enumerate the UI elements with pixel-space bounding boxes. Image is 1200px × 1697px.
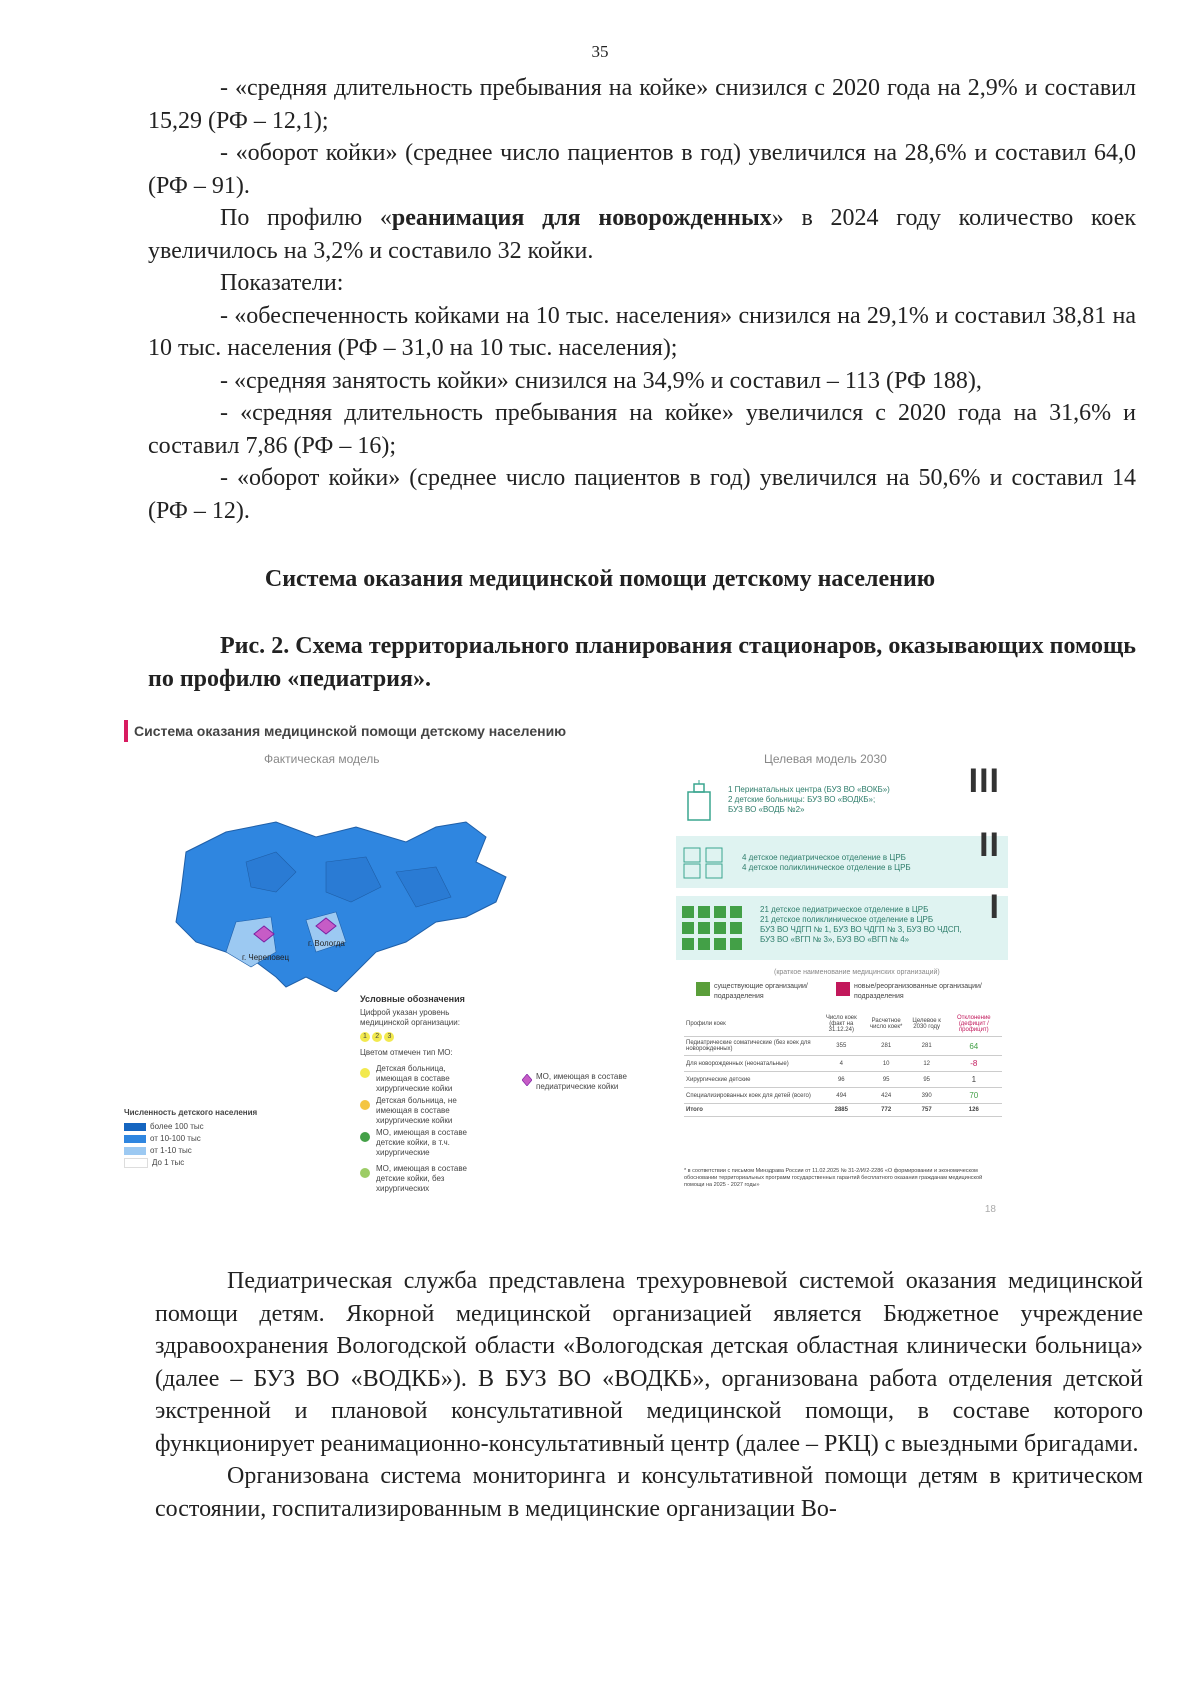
- table-row: Хирургические детские 96 95 95 1: [684, 1072, 1002, 1088]
- type-dot: [360, 1100, 370, 1110]
- legend-type: МО, имеющая в составе детские койки, в т.ч. хирургические: [360, 1128, 470, 1158]
- hospital-icon: [682, 780, 716, 822]
- type-dot: [360, 1132, 370, 1142]
- level-badge: 3: [384, 1032, 394, 1042]
- legend-type-note: Цветом отмечен тип МО:: [360, 1048, 453, 1057]
- level-roman: III: [968, 762, 1000, 800]
- level-roman: II: [979, 826, 1000, 864]
- tier-2: 4 детское педиатрическое отделение в ЦРБ 4 детское поликлиническое отделение в ЦРБ II: [676, 836, 1008, 888]
- level-badge: 2: [372, 1032, 382, 1042]
- top-text: [148, 72, 1136, 527]
- diamond-icon: [522, 1074, 532, 1086]
- color-swatch: [124, 1123, 146, 1131]
- legend-level-numbers: [360, 1032, 394, 1042]
- table-row: Специализированных коек для детей (всего) 494 424 390 70: [684, 1088, 1002, 1104]
- paragraph: Педиатрическая служба представлена трехуровневой системой оказания медицинской помощи детям. Якорной медицинской организацией является Бюджетное учреждение здравоохранения Вологодской области «Вологодская детская областная клинически больница» (далее – БУЗ ВО «ВОДКБ»). В БУЗ ВО «ВОДКБ», организована работа отделения детской экстренной и плановой консультативной медицинской помощи, в составе которого функционирует реанимационно-консультативный центр (далее – РКЦ) с выездными бригадами.: [155, 1268, 1143, 1457]
- table-footnote: * в соответствии с письмом Минздрава России от 11.02.2025 № 31-2/И/2-2286 «О формировании и экономическом обосновании территориальных программ государственных гарантий бесплатного оказания гражданам медицинской помощи на 2025 - 2027 годы»: [684, 1168, 983, 1188]
- color-swatch: [696, 982, 710, 996]
- building-icon: [682, 844, 728, 880]
- status-legend-item: существующие организации/подразделения: [696, 982, 826, 1002]
- population-legend-item: более 100 тыс: [124, 1122, 204, 1132]
- short-names-note: (краткое наименование медицинских организаций): [774, 969, 940, 976]
- legend-type: Детская больница, не имеющая в составе хирургические койки: [360, 1096, 470, 1126]
- table-row: Итого 2885 772 757 126: [684, 1104, 1002, 1117]
- bottom-text: [155, 1265, 1143, 1525]
- level-badge: 1: [360, 1032, 370, 1042]
- paragraph: - «оборот койки» (среднее число пациентов в год) увеличился на 50,6% и составил 14 (РФ – 12).: [148, 465, 1136, 524]
- paragraph: - «обеспеченность койками на 10 тыс. населения» снизился на 29,1% и составил 38,81 на 10 тыс. населения (РФ – 31,0 на 10 тыс. населения);: [148, 302, 1136, 361]
- color-swatch: [836, 982, 850, 996]
- table-row: Педиатрические соматические (без коек для новорожденных) 355 281 281 64: [684, 1037, 1002, 1056]
- section-heading: Система оказания медицинской помощи детскому населению: [264, 566, 936, 592]
- paragraph: Показатели:: [220, 270, 344, 296]
- table-header: Профили коек Число коек (факт на 31.12.24) Расчетное число коек* Целевое к 2030 году Отклонение (дефицит / профицит): [684, 1012, 1002, 1037]
- legend-type: МО, имеющая в составе детские койки, без хирургических: [360, 1164, 470, 1194]
- left-subtitle: Фактическая модель: [264, 752, 380, 766]
- type-dot: [360, 1068, 370, 1078]
- right-subtitle: Целевая модель 2030: [764, 752, 887, 766]
- city-label: г. Вологда: [308, 939, 345, 948]
- legend-level-note: Цифрой указан уровень медицинской организации:: [360, 1008, 460, 1027]
- paragraph: - «средняя длительность пребывания на койке» увеличился с 2020 года на 31,6% и составил 7,86 (РФ – 16);: [148, 400, 1136, 459]
- legend-type: Детская больница, имеющая в составе хирургические койки: [360, 1064, 470, 1094]
- legend-title: Условные обозначения: [360, 994, 465, 1004]
- paragraph: - «средняя длительность пребывания на койке» снизился с 2020 года на 2,9% и составил 15,29 (РФ – 12,1);: [148, 75, 1136, 134]
- population-legend-item: До 1 тыс: [124, 1158, 184, 1168]
- color-swatch: [124, 1147, 146, 1155]
- color-swatch: [124, 1158, 148, 1168]
- paragraph: - «оборот койки» (среднее число пациентов в год) увеличился на 28,6% и составил 64,0 (РФ – 91).: [148, 140, 1136, 199]
- tier-3: 1 Перинатальных центра (БУЗ ВО «ВОКБ») 2 детские больницы: БУЗ ВО «ВОДКБ»; БУЗ ВО «ВОДБ №2» III: [676, 774, 1008, 828]
- figure: [124, 712, 1004, 1222]
- color-swatch: [124, 1135, 146, 1143]
- type-dot: [360, 1168, 370, 1178]
- page-number: 35: [591, 42, 609, 61]
- city-label: г. Череповец: [242, 953, 290, 962]
- clinic-grid-icon: [682, 906, 744, 950]
- paragraph: Организована система мониторинга и консультативной помощи детям в критическом состоянии, госпитализированным в медицинские организации Во-: [155, 1463, 1143, 1522]
- table-row: Для новорожденных (неонатальные) 4 10 12 -8: [684, 1056, 1002, 1072]
- level-roman: I: [989, 888, 1000, 926]
- tier-1: 21 детское педиатрическое отделение в ЦРБ 21 детское поликлиническое отделение в ЦРБ БУЗ ВО ЧДГП № 1, БУЗ ВО ЧДГП № 3, БУЗ ВО ЧДСП, БУЗ ВО «ВГП № 3», БУЗ ВО «ВГП № 4» I: [676, 896, 1008, 960]
- figure-caption: Рис. 2. Схема территориального планирования стационаров, оказывающих помощь по профилю «педиатрия».: [148, 633, 1136, 692]
- paragraph: По профилю «реанимация для новорожденных» в 2024 году количество коек увеличилось на 3,2% и составило 32 койки.: [148, 205, 1137, 264]
- map-region: [176, 822, 506, 992]
- population-legend-item: от 1-10 тыс: [124, 1146, 192, 1156]
- slide-number: 18: [984, 1204, 996, 1215]
- status-legend-item: новые/реорганизованные организации/подразделения: [836, 982, 986, 1002]
- region-map: [166, 802, 566, 992]
- legend-diamond: МО, имеющая в составе педиатрические койки: [522, 1072, 642, 1092]
- beds-table: [684, 1012, 1002, 1117]
- population-legend-title: Численность детского населения: [124, 1108, 258, 1117]
- population-legend-item: от 10-100 тыс: [124, 1134, 201, 1144]
- paragraph: - «средняя занятость койки» снизился на 34,9% и составил – 113 (РФ 188),: [220, 367, 982, 394]
- figure-title: Система оказания медицинской помощи детскому населению: [124, 720, 566, 742]
